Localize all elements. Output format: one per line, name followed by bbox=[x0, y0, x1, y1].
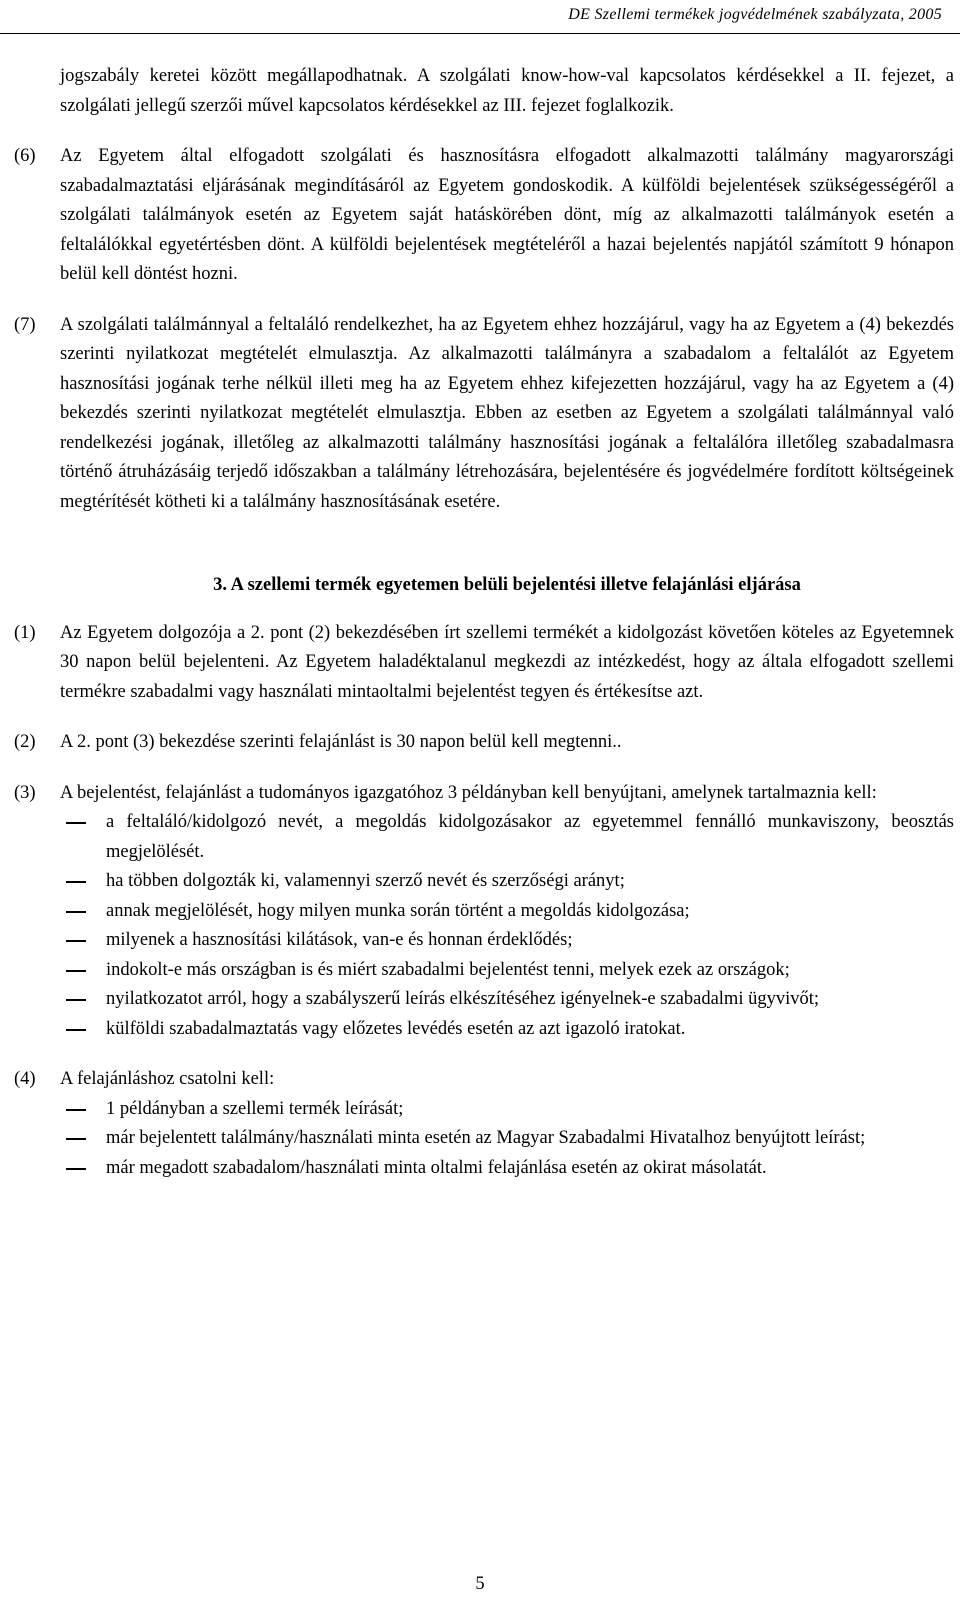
paragraph-text: A bejelentést, felajánlást a tudományos igazgatóhoz 3 példányban kell benyújtani, amelynek tartalmaznia kell: bbox=[60, 782, 877, 803]
dash-bullet bbox=[66, 911, 86, 913]
dash-bullet bbox=[66, 1029, 86, 1031]
dash-bullet bbox=[66, 822, 86, 824]
section-3-paragraph-4 bbox=[14, 1065, 954, 1183]
intro-continuation: jogszabály keretei között megállapodhatnak. A szolgálati know-how-val kapcsolatos kérdésekkel a II. fejezet, a szolgálati jellegű szerzői művel kapcsolatos kérdésekkel az III. fejezet foglalkozik. bbox=[60, 66, 954, 116]
document-body bbox=[14, 62, 954, 1183]
list-item-text: nyilatkozatot arról, hogy a szabályszerű leírás elkészítéséhez igényelnek-e szabadalmi ügyvivőt; bbox=[106, 989, 819, 1009]
paragraph-text: Az Egyetem dolgozója a 2. pont (2) bekezdésében írt szellemi termékét a kidolgozást követően köteles az Egyetemnek 30 napon belül bejelenteni. Az Egyetem haladéktalanul megkezdi az intézkedést, hogy az általa elfogadott szellemi termékre szabadalmi vagy használati mintaoltalmi bejelentést tegyen és értékesítse azt. bbox=[60, 622, 954, 702]
list-item bbox=[60, 897, 954, 927]
paragraph-number: (4) bbox=[14, 1069, 36, 1089]
list-item-text: már bejelentett találmány/használati minta esetén az Magyar Szabadalmi Hivatalhoz benyújtott leírást; bbox=[106, 1128, 866, 1148]
list-item bbox=[60, 926, 954, 956]
dash-bullet bbox=[66, 1109, 86, 1111]
paragraph-text: Az Egyetem által elfogadott szolgálati és hasznosításra elfogadott alkalmazotti találmány magyarországi szabadalmaztatási eljárásának megindításáról az Egyetem gondoskodik. A külföldi bejelentések szükségességéről a szolgálati találmányok esetén az Egyetem saját hatáskörében dönt, míg az alkalmazotti találmányok esetén a feltalálókkal egyetértésben dönt. A külföldi bejelentések megtételéről a hazai bejelentés napjától számított 9 hónapon belül kell döntést hozni. bbox=[60, 146, 954, 284]
list-item bbox=[60, 867, 954, 897]
section-3-paragraph-3 bbox=[14, 779, 954, 1045]
dash-bullet bbox=[66, 1138, 86, 1140]
dash-bullet bbox=[66, 999, 86, 1001]
list-item-text: milyenek a hasznosítási kilátások, van-e és honnan érdeklődés; bbox=[106, 930, 573, 950]
paragraph-number: (6) bbox=[14, 146, 36, 166]
paragraph-number: (2) bbox=[14, 732, 36, 752]
paragraph-number: (1) bbox=[14, 622, 36, 643]
dash-bullet bbox=[66, 940, 86, 942]
paragraph-number: (7) bbox=[14, 314, 36, 335]
page-header bbox=[0, 0, 960, 34]
list-item-text: 1 példányban a szellemi termék leírását; bbox=[106, 1098, 404, 1119]
list-item-text: külföldi szabadalmaztatás vagy előzetes levédés esetén az azt igazoló iratokat. bbox=[106, 1018, 686, 1039]
list-item bbox=[60, 808, 954, 867]
section-3-paragraph-1 bbox=[14, 619, 954, 708]
paragraph-text: A felajánláshoz csatolni kell: bbox=[60, 1069, 275, 1089]
list-item-text: a feltaláló/kidolgozó nevét, a megoldás kidolgozásakor az egyetemmel fennálló munkaviszony, beosztás megjelölését. bbox=[106, 812, 954, 862]
section-3-paragraph-2 bbox=[14, 728, 954, 758]
paragraph-6 bbox=[14, 142, 954, 290]
list-item bbox=[60, 1154, 954, 1184]
page-number: 5 bbox=[475, 1574, 485, 1594]
dash-bullet bbox=[66, 970, 86, 972]
list-item bbox=[60, 956, 954, 986]
paragraph-7 bbox=[14, 311, 954, 518]
dash-bullet bbox=[66, 1168, 86, 1170]
paragraph-number: (3) bbox=[14, 782, 36, 803]
section-heading: 3. A szellemi termék egyetemen belüli bejelentési illetve felajánlási eljárása bbox=[213, 575, 801, 595]
list-item bbox=[60, 1095, 954, 1125]
list-item-text: indokolt-e más országban is és miért szabadalmi bejelentést tenni, melyek ezek az országok; bbox=[106, 959, 790, 980]
header-title: DE Szellemi termékek jogvédelmének szabályzata, 2005 bbox=[568, 6, 942, 23]
list-item-text: már megadott szabadalom/használati minta oltalmi felajánlása esetén az okirat másolatát. bbox=[106, 1157, 767, 1178]
paragraph-text: A szolgálati találmánnyal a feltaláló rendelkezhet, ha az Egyetem ehhez hozzájárul, vagy ha az Egyetem a (4) bekezdés szerinti nyilatkozat megtételét elmulasztja. Az alkalmazotti találmányra a szabadalom a feltalálót az Egyetem hasznosítási jogának terhe nélkül illeti meg ha az Egyetem ehhez kifejezetten hozzájárul, vagy ha az Egyetem a (4) bekezdés szerinti nyilatkozat megtételét elmulasztja. Ebben az esetben az Egyetem a szolgálati találmánnyal való rendelkezési jogának, illetőleg az alkalmazotti találmány hasznosítási jogának a feltalálóra illetőleg szabadalmasra történő átruházásáig terjedő időszakban a találmány létrehozására, bejelentésére és jogvédelmére fordított költségeinek megtérítését kötheti ki a találmány hasznosításának esetére. bbox=[60, 314, 954, 512]
list-item bbox=[60, 1015, 954, 1045]
list-item-text: ha többen dolgozták ki, valamennyi szerző nevét és szerzőségi arányt; bbox=[106, 871, 625, 891]
dash-bullet bbox=[66, 881, 86, 883]
list-item bbox=[60, 985, 954, 1015]
paragraph-text: A 2. pont (3) bekezdése szerinti felajánlást is 30 napon belül kell megtenni.. bbox=[60, 732, 622, 752]
list-item-text: annak megjelölését, hogy milyen munka során történt a megoldás kidolgozása; bbox=[106, 900, 690, 921]
list-item bbox=[60, 1124, 954, 1154]
